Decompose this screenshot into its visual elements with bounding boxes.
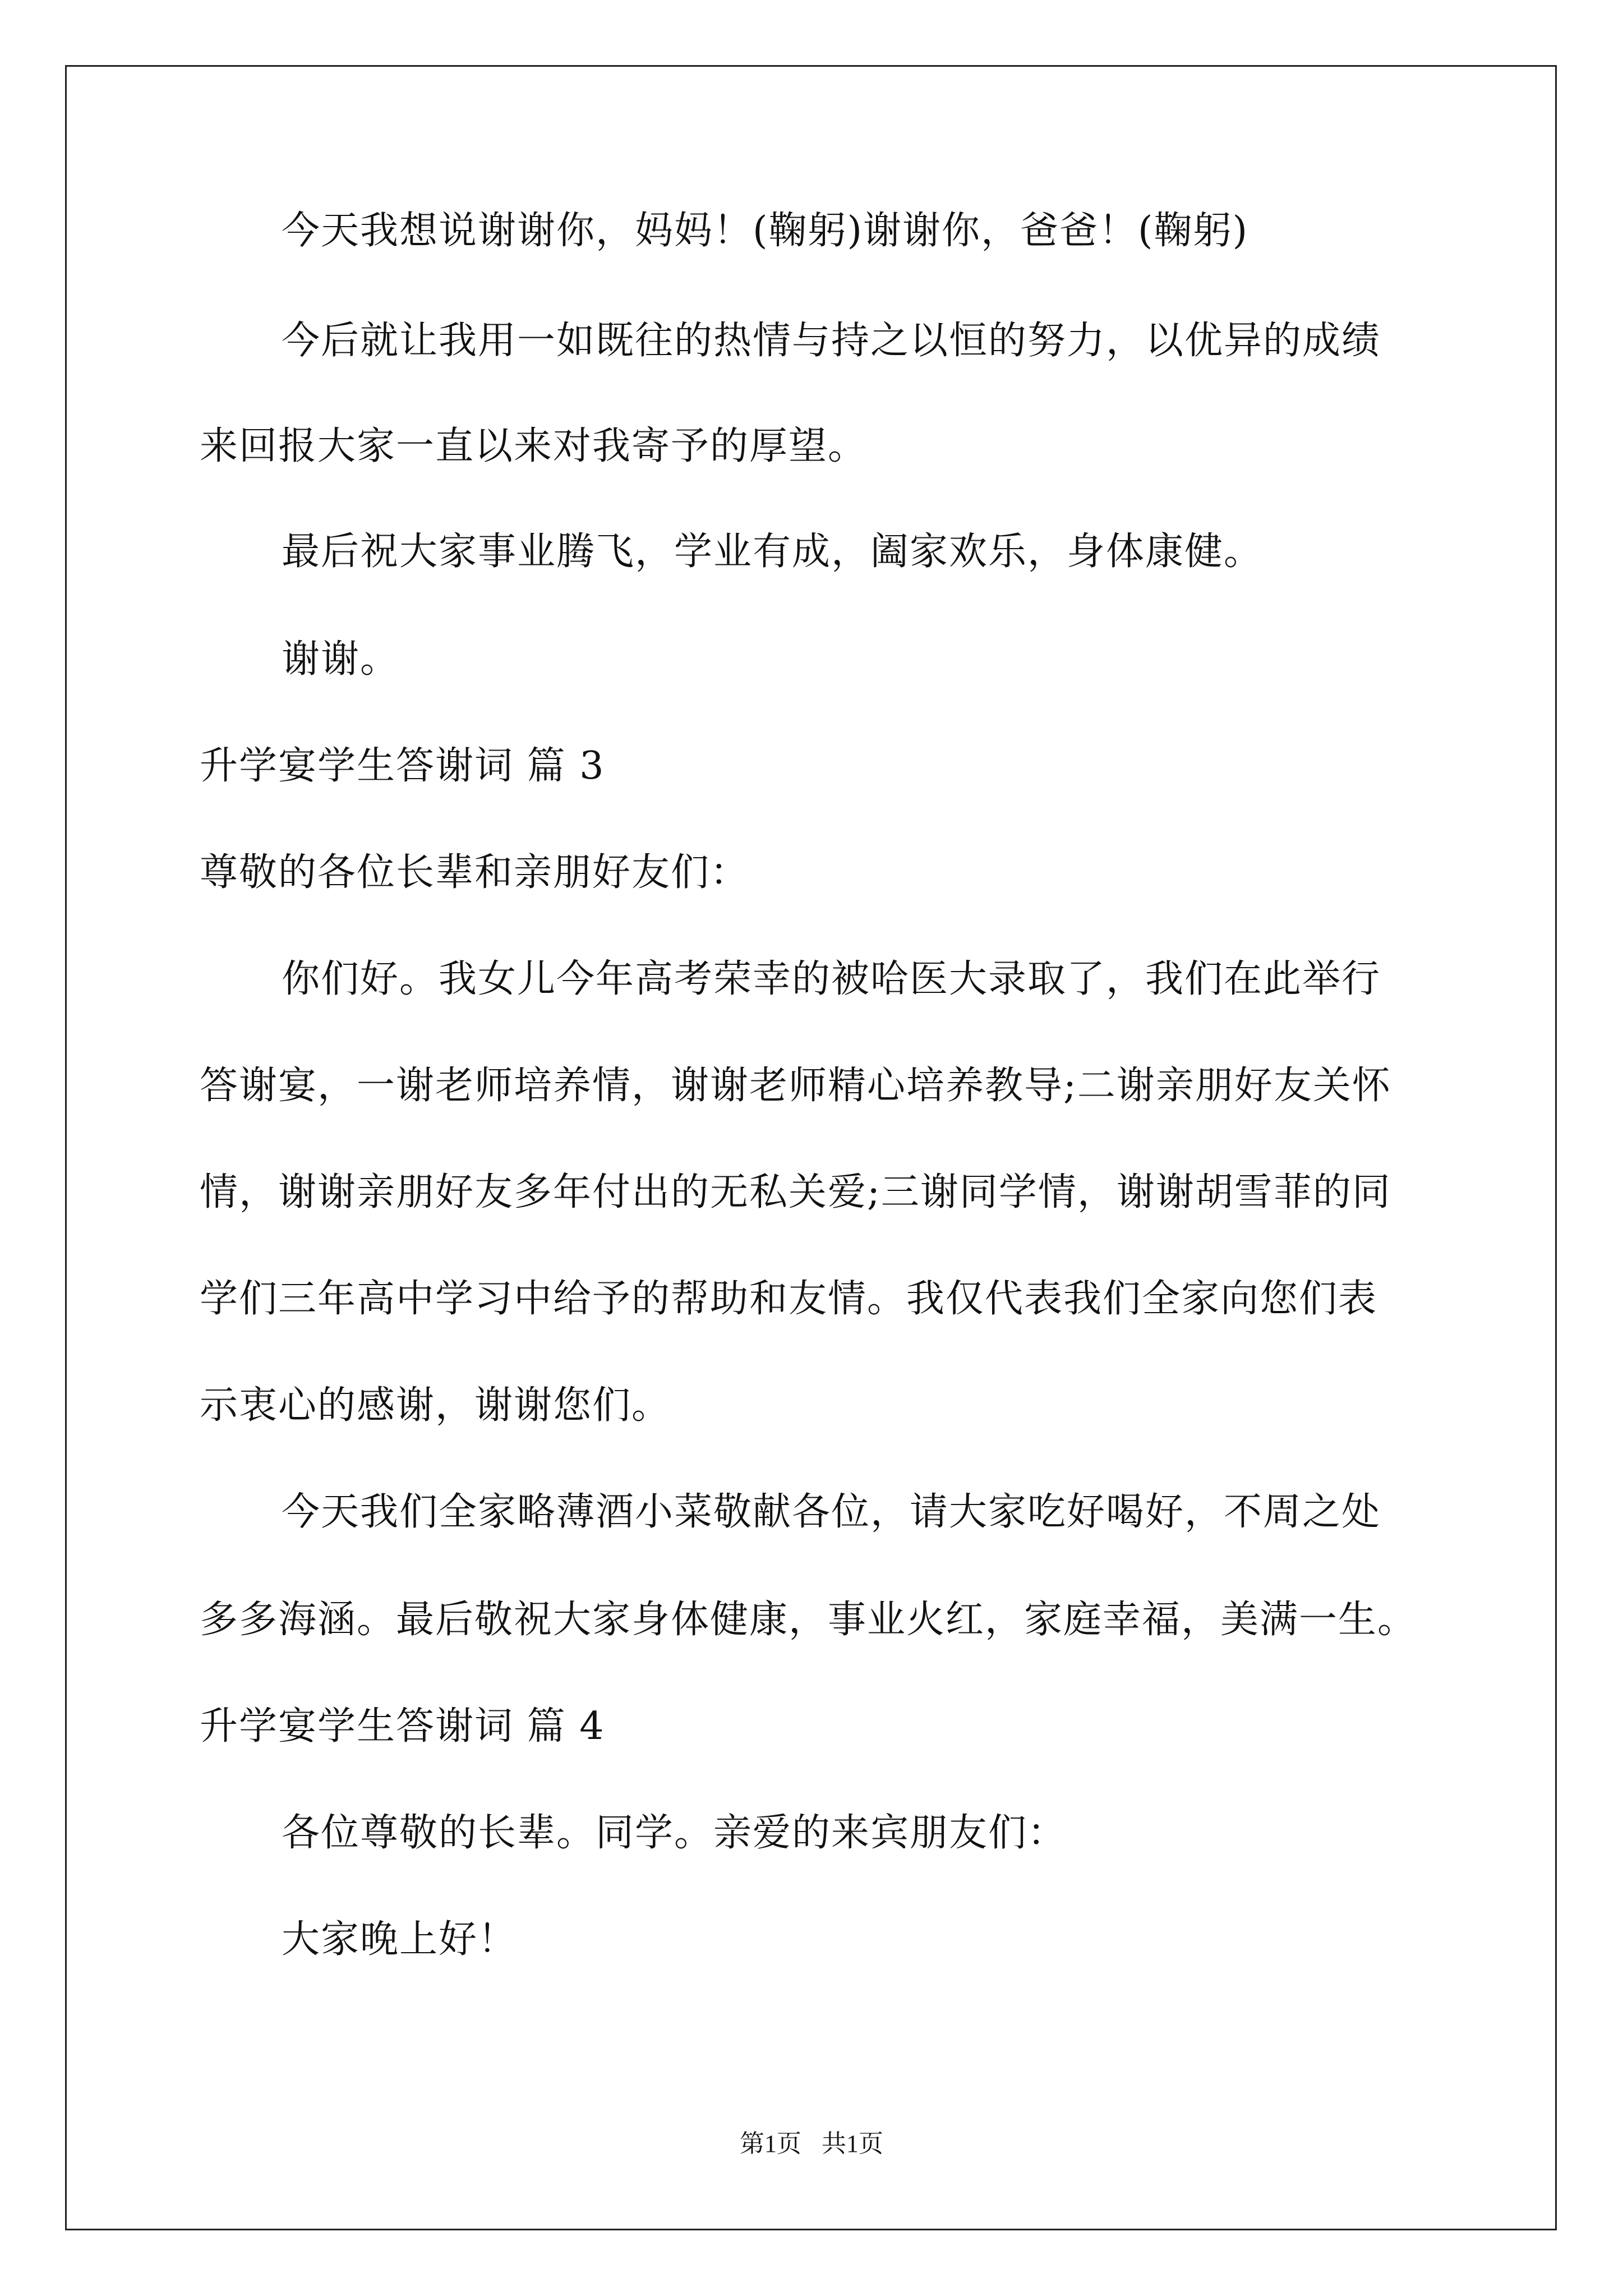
paragraph-line: 谢谢。 (282, 637, 400, 682)
paragraph-line: 今天我想说谢谢你，妈妈！(鞠躬)谢谢你，爸爸！(鞠躬) (282, 209, 1249, 253)
paragraph-line: 来回报大家一直以来对我寄予的厚望。 (200, 424, 868, 468)
paragraph-line: 情，谢谢亲朋好友多年付出的无私关爱;三谢同学情，谢谢胡雪菲的同 (200, 1170, 1391, 1214)
paragraph-line: 今天我们全家略薄酒小菜敬献各位，请大家吃好喝好，不周之处 (282, 1490, 1381, 1534)
section-heading: 升学宴学生答谢词 篇 3 (200, 744, 605, 788)
salutation: 尊敬的各位长辈和亲朋好友们： (200, 850, 750, 895)
paragraph-line: 大家晚上好！ (282, 1917, 518, 1962)
paragraph-line: 答谢宴，一谢老师培养情，谢谢老师精心培养教导;二谢亲朋好友关怀 (200, 1064, 1391, 1108)
page-number: 第1页 (740, 2130, 801, 2157)
section-heading: 升学宴学生答谢词 篇 4 (200, 1704, 605, 1749)
paragraph-line: 多多海涵。最后敬祝大家身体健康，事业火红，家庭幸福，美满一生。 (200, 1598, 1417, 1642)
salutation: 各位尊敬的长辈。同学。亲爱的来宾朋友们： (282, 1811, 1067, 1855)
paragraph-line: 示衷心的感谢，谢谢您们。 (200, 1383, 671, 1428)
paragraph-line: 你们好。我女儿今年高考荣幸的被哈医大录取了，我们在此举行 (282, 957, 1381, 1001)
paragraph-line: 最后祝大家事业腾飞，学业有成，阖家欢乐，身体康健。 (282, 530, 1264, 574)
page-total: 共1页 (822, 2130, 883, 2157)
page-border (65, 65, 1557, 2230)
paragraph-line: 学们三年高中学习中给予的帮助和友情。我仅代表我们全家向您们表 (200, 1277, 1378, 1321)
paragraph-line: 今后就让我用一如既往的热情与持之以恒的努力，以优异的成绩 (282, 319, 1381, 363)
page-footer (0, 2132, 1623, 2156)
